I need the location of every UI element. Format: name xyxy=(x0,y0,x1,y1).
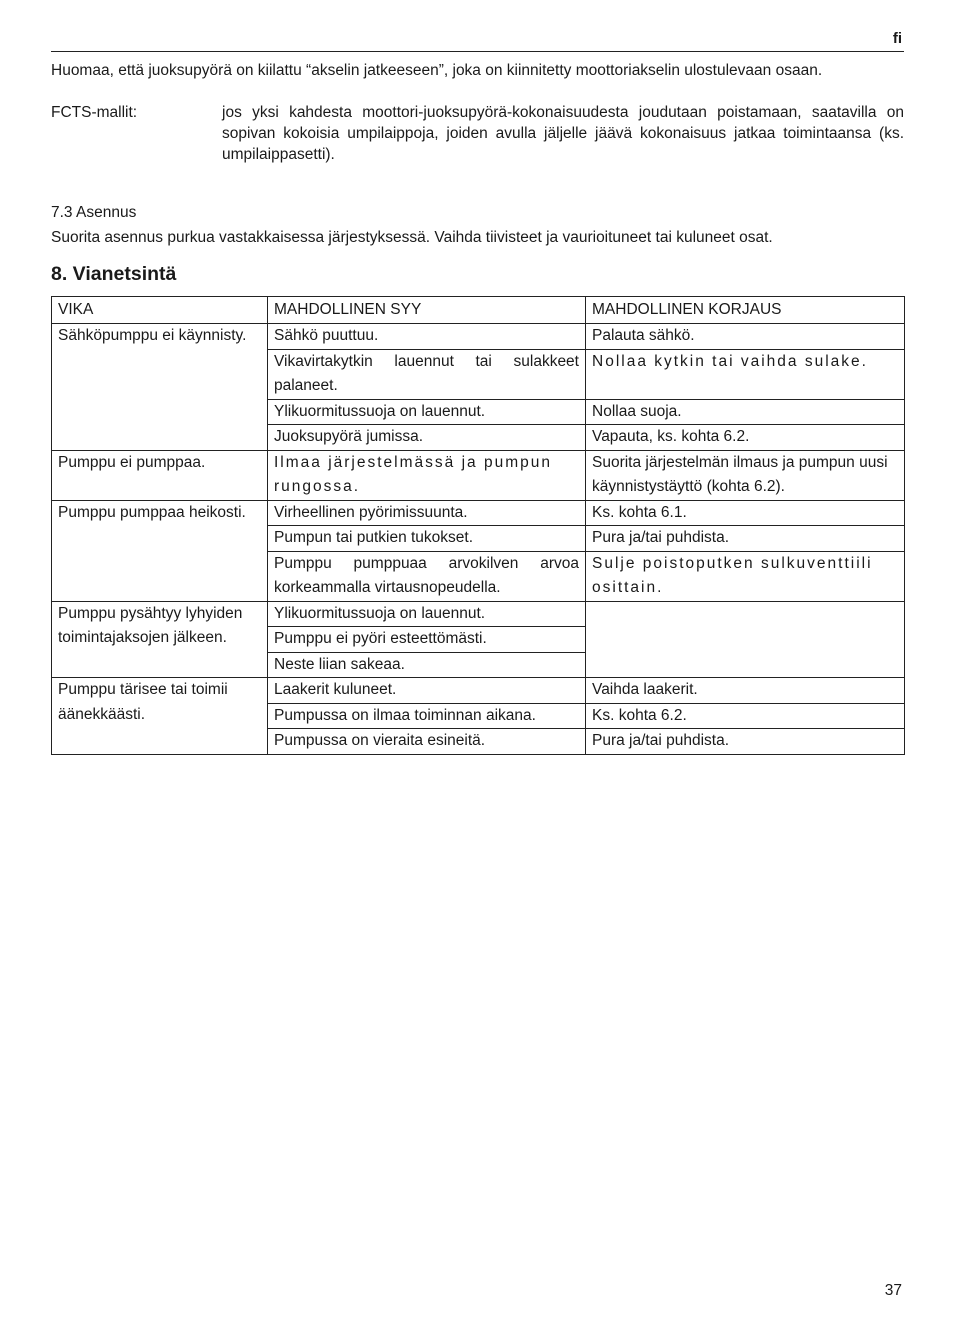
fix-cell: Pura ja/tai puhdista. xyxy=(586,526,905,552)
cause-cell: Ilmaa järjestelmässä ja pumpun rungossa. xyxy=(268,450,586,500)
cause-cell: Pumpun tai putkien tukokset. xyxy=(268,526,586,552)
cause-cell: Laakerit kuluneet. xyxy=(268,678,586,704)
table-header-row xyxy=(52,297,905,324)
cause-cell: Ylikuormitussuoja on lauennut. xyxy=(268,399,586,425)
cause-cell: Pumpussa on ilmaa toiminnan aikana. xyxy=(268,703,586,729)
fault-cell: Pumppu pysähtyy lyhyiden toimintajaksojen jälkeen. xyxy=(52,601,268,678)
cause-cell: Sähkö puuttuu. xyxy=(268,324,586,350)
cause-cell: Virheellinen pyörimissuunta. xyxy=(268,500,586,526)
cause-cell: Juoksupyörä jumissa. xyxy=(268,425,586,451)
fcts-text: jos yksi kahdesta moottori-juoksupyörä-kokonaisuudesta joudutaan poistamaan, saatavilla on sopivan kokoisia umpilaippoja, joiden avulla jäljelle jäävä kokonaisuus jatkaa toimintaansa (ks. umpilaippasetti). xyxy=(222,104,904,163)
assembly-heading: 7.3 Asennus xyxy=(51,204,137,221)
fault-cell: Sähköpumppu ei käynnisty. xyxy=(52,324,268,451)
column-header-fault: VIKA xyxy=(52,297,268,324)
cause-cell: Pumpussa on vieraita esineitä. xyxy=(268,729,586,755)
troubleshooting-table xyxy=(51,296,905,755)
fix-cell: Ks. kohta 6.1. xyxy=(586,500,905,526)
fix-cell: Sulje poistoputken sulkuventtiili osittain. xyxy=(586,551,905,601)
cause-cell: Pumppu pumppuaa arvokilven arvoa korkeammalla virtausnopeudella. xyxy=(268,551,586,601)
cause-cell: Neste liian sakeaa. xyxy=(268,652,586,678)
page-number: 37 xyxy=(884,1282,902,1299)
cause-cell: Pumppu ei pyöri esteettömästi. xyxy=(268,627,586,653)
fix-cell: Pura ja/tai puhdista. xyxy=(586,729,905,755)
assembly-paragraph: Suorita asennus purkua vastakkaisessa järjestyksessä. Vaihda tiivisteet ja vaurioituneet tai kuluneet osat. xyxy=(51,229,773,246)
table-row xyxy=(52,678,905,704)
fix-cell: Nollaa suoja. xyxy=(586,399,905,425)
fix-cell: Ks. kohta 6.2. xyxy=(586,703,905,729)
cause-cell: Ylikuormitussuoja on lauennut. xyxy=(268,601,586,627)
language-code: fi xyxy=(892,30,902,47)
cause-cell: Vikavirtakytkin lauennut tai sulakkeet palaneet. xyxy=(268,349,586,399)
table-row xyxy=(52,450,905,500)
fault-cell: Pumppu ei pumppaa. xyxy=(52,450,268,500)
fix-cell: Suorita järjestelmän ilmaus ja pumpun uusi käynnistystäyttö (kohta 6.2). xyxy=(586,450,905,500)
troubleshooting-heading: 8. Vianetsintä xyxy=(51,263,177,285)
fcts-label: FCTS-mallit: xyxy=(51,104,138,121)
fix-cell: Vapauta, ks. kohta 6.2. xyxy=(586,425,905,451)
fault-cell: Pumppu pumppaa heikosti. xyxy=(52,500,268,601)
header-rule xyxy=(51,51,904,52)
column-header-fix: MAHDOLLINEN KORJAUS xyxy=(586,297,905,324)
table-row xyxy=(52,601,905,627)
fix-cell: Palauta sähkö. xyxy=(586,324,905,350)
fix-cell-empty xyxy=(586,601,905,678)
fix-cell: Nollaa kytkin tai vaihda sulake. xyxy=(586,349,905,399)
intro-paragraph: Huomaa, että juoksupyörä on kiilattu “akselin jatkeeseen”, joka on kiinnitetty moottoriakselin ulostulevaan osaan. xyxy=(51,62,823,79)
table-row xyxy=(52,500,905,526)
fix-cell: Vaihda laakerit. xyxy=(586,678,905,704)
column-header-cause: MAHDOLLINEN SYY xyxy=(268,297,586,324)
fault-cell: Pumppu tärisee tai toimii äänekkäästi. xyxy=(52,678,268,755)
table-row xyxy=(52,324,905,350)
